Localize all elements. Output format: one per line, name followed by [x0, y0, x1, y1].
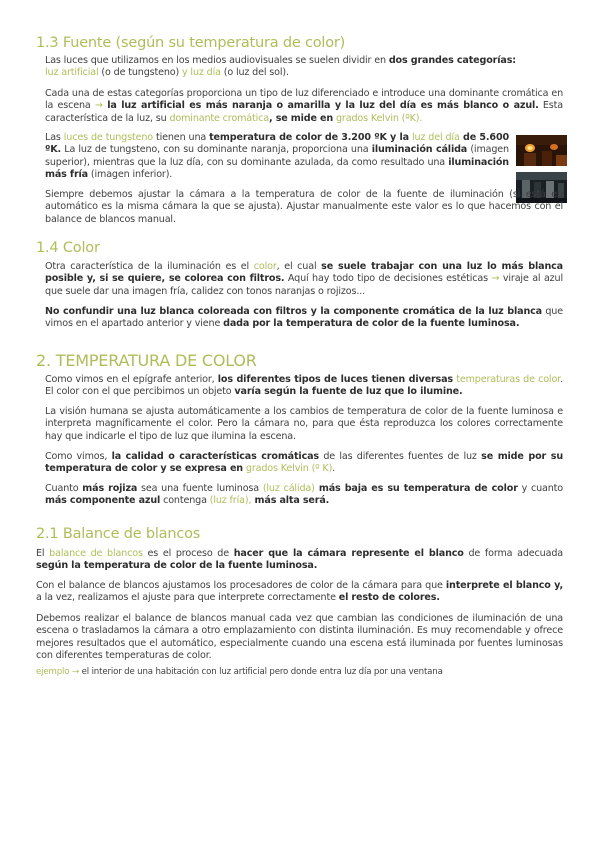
- paragraph-example: ejemplo → el interior de una habitación con luz artificial pero donde entra luz día por una ventana: [36, 667, 443, 677]
- paragraph-human-vision: La visión humana se ajusta automáticamente a los cambios de temperatura de color de la fuente luminosa e interpreta magníficamente el color. Pero la cámara no, para que ésta reproduzca los colores correctamente hay que indicarle el tipo de luz que ilumina la escena.: [45, 406, 563, 442]
- paragraph-manual-balance: Debemos realizar el balance de blancos manual cada vez que cambian las condiciones de iluminación de una escena o trasladamos la cámara a otro emplazamiento con distinta iluminación. Es muy recomendable y ofrece mejores resultados que el automático, especialmente cuando una escena está iluminada por fuentes luminosas con diferentes temperaturas de color.: [36, 613, 563, 662]
- arrow-icon: →: [491, 273, 500, 285]
- paragraph-white-balance-def: El balance de blancos es el proceso de hacer que la cámara represente el blanco de forma adecuada según la temperatura de color de la fuente luminosa.: [36, 548, 563, 572]
- paragraph-color-filters: Otra característica de la iluminación es el color, el cual se suele trabajar con una luz lo más blanca posible y, si se quiere, se colorea con filtros. Aquí hay todo tipo de decisiones estéticas → viraje al azul que suele dar una imagen fría, calidez con tonos naranjas o rojizos...: [45, 261, 564, 297]
- paragraph-chromatic-quality: Como vimos, la calidad o características cromáticas de las diferentes fuentes de luz se mide por su temperatura de color y se expresa en grados Kelvin (º K).: [45, 451, 563, 475]
- paragraph-dont-confuse: No confundir una luz blanca coloreada con filtros y la componente cromática de la luz blanca que vimos en el apartado anterior y viene dada por la temperatura de color de la fuente luminosa.: [45, 306, 563, 330]
- paragraph-light-types: Como vimos en el epígrafe anterior, los diferentes tipos de luces tienen diversas temperaturas de color. El color con el que percibimos un objeto varía según la fuente de luz que lo ilumine.: [45, 374, 563, 398]
- section-2-1-heading: 2.1 Balance de blancos: [36, 526, 201, 542]
- paragraph-chromatic-dominant: Cada una de estas categorías proporciona un tipo de luz diferenciado e introduce una dominante cromática en la escena → la luz artificial es más naranja o amarilla y la luz del día es más blanco o azul. Esta característica de la luz, su dominante cromática, se mide en grados Kelvin (ºK).: [45, 88, 563, 124]
- warm-light-photo: [516, 135, 567, 166]
- paragraph-tungsten-daylight: Las luces de tungsteno tienen una temperatura de color de 3.200 ºK y la luz del día de 5.600 ºK. La luz de tungsteno, con su dominante naranja, proporciona una iluminación cálida (imagen superior), mientras que la luz día, con su dominante azulada, da como resultado una iluminación más fría (imagen inferior).: [45, 132, 509, 181]
- section-2-heading: 2. TEMPERATURA DE COLOR: [36, 351, 257, 370]
- section-1-3-heading: 1.3 Fuente (según su temperatura de color): [36, 35, 346, 51]
- section-1-4-heading: 1.4 Color: [36, 240, 100, 256]
- paragraph-camera-adjust: Siempre debemos ajustar la cámara a la temperatura de color de la fuente de iluminación (si está en automático es la misma cámara la que se ajusta). Ajustar manualmente este valor es lo que hacemos con el balance de blancos manual.: [45, 189, 563, 225]
- paragraph-white-balance-adjust: Con el balance de blancos ajustamos los procesadores de color de la cámara para que interprete el blanco y, a la vez, realizamos el ajuste para que interprete correctamente el resto de colores.: [36, 580, 563, 604]
- paragraph-warm-cold: Cuanto más rojiza sea una fuente luminosa (luz cálida) más baja es su temperatura de color y cuanto más componente azul contenga (luz fría), más alta será.: [45, 483, 563, 507]
- paragraph-light-categories: Las luces que utilizamos en los medios audiovisuales se suelen dividir en dos grandes categorías: luz artificial (o de tungsteno) y luz día (o luz del sol).: [45, 55, 516, 79]
- arrow-icon: →: [94, 100, 103, 112]
